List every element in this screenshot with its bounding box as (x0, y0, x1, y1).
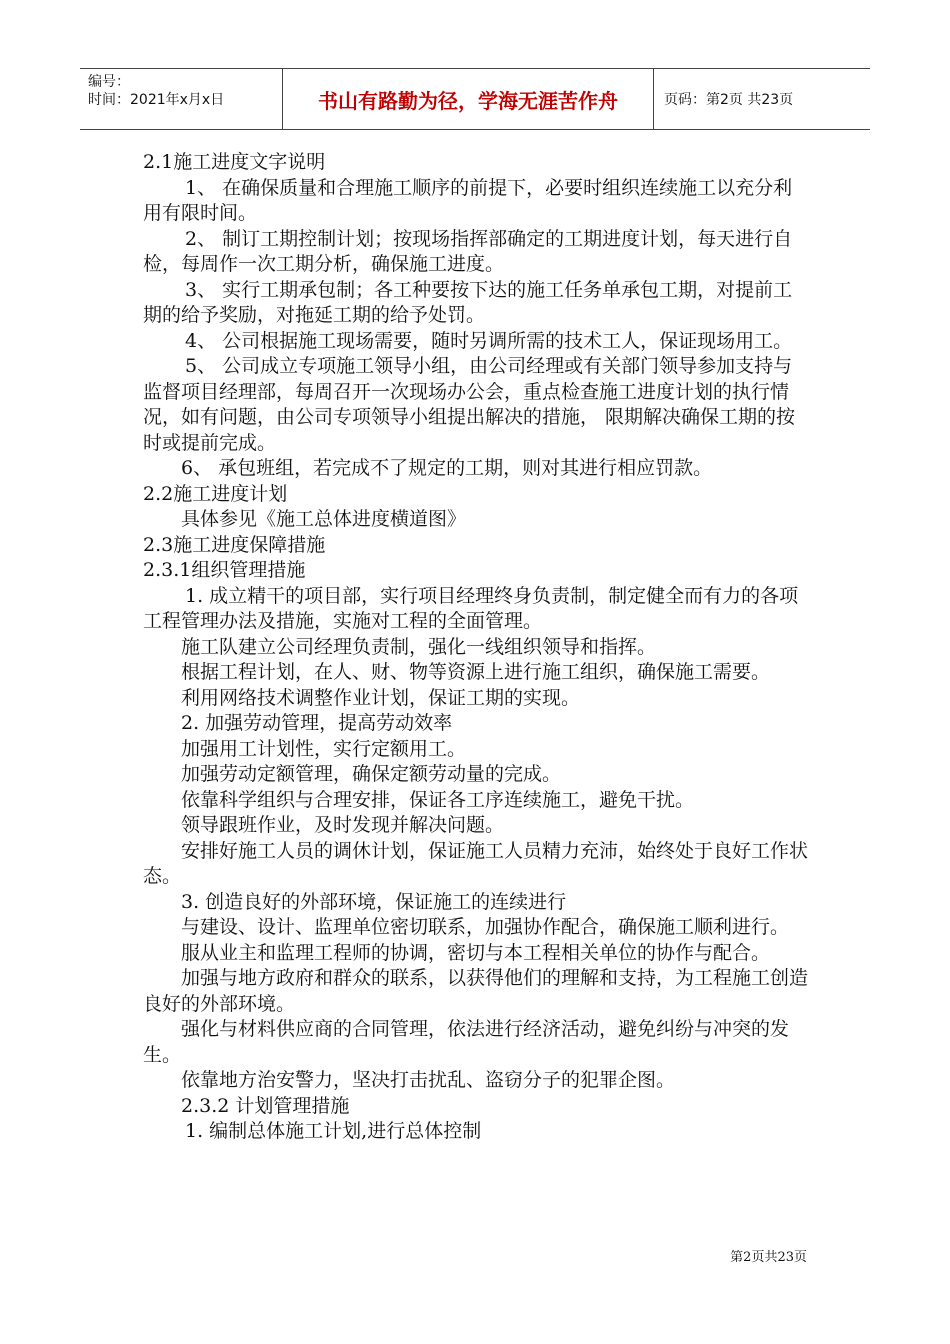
paragraph: 1、 在确保质量和合理施工顺序的前提下，必要时组织连续施工以充分利用有限时间。 (143, 176, 793, 224)
paragraph: 根据工程计划，在人、财、物等资源上进行施工组织，确保施工需要。 (181, 661, 771, 683)
paragraph: 1. 成立精干的项目部，实行项目经理终身负责制，制定健全而有力的各项工程管理办法及措施，实施对工程的全面管理。 (143, 584, 799, 632)
paragraph: 安排好施工人员的调休计划，保证施工人员精力充沛，始终处于良好工作状态。 (143, 839, 809, 887)
paragraph: 5、 公司成立专项施工领导小组，由公司经理或有关部门领导参加支持与监督项目经理部，每周召开一次现场办公会，重点检查施工进度计划的执行情况，如有问题，由公司专项领导小组提出解决的措施， 限期解决确保工期的按时或提前完成。 (143, 355, 796, 454)
section-heading: 2.3施工进度保障措施 (143, 533, 326, 556)
paragraph: 3、 实行工期承包制；各工种要按下达的施工任务单承包工期，对提前工期的给予奖励，对拖延工期的给予处罚。 (143, 278, 793, 326)
document-date: 时间：2021年x月x日 (88, 92, 225, 108)
list-item: 2. 加强劳动管理，提高劳动效率 (181, 712, 453, 734)
paragraph: 依靠地方治安警力，坚决打击扰乱、盗窃分子的犯罪企图。 (181, 1069, 676, 1091)
paragraph: 6、 承包班组，若完成不了规定的工期，则对其进行相应罚款。 (181, 457, 713, 479)
paragraph: 利用网络技术调整作业计划，保证工期的实现。 (181, 686, 581, 709)
document-body (143, 150, 808, 1145)
paragraph: 具体参见《施工总体进度横道图》 (181, 508, 467, 530)
list-item: 3. 创造良好的外部环境，保证施工的连续进行 (181, 890, 567, 913)
paragraph: 2、 制订工期控制计划；按现场指挥部确定的工期进度计划，每天进行自检，每周作一次工期分析，确保施工进度。 (143, 227, 793, 275)
list-item: 1. 编制总体施工计划,进行总体控制 (185, 1120, 482, 1142)
paragraph: 加强用工计划性，实行定额用工。 (181, 737, 467, 760)
paragraph: 强化与材料供应商的合同管理，依法进行经济活动，避免纠纷与冲突的发生。 (143, 1018, 790, 1066)
subsection-heading: 2.3.2 计划管理措施 (181, 1094, 350, 1117)
page-header (80, 68, 870, 130)
document-number-label: 编号： (88, 74, 130, 90)
paragraph: 加强与地方政府和群众的联系，以获得他们的理解和支持，为工程施工创造良好的外部环境。 (143, 967, 809, 1015)
header-page-info: 页码：第2页 共23页 (664, 92, 794, 108)
paragraph: 依靠科学组织与合理安排，保证各工序连续施工，避免干扰。 (181, 788, 695, 811)
page-footer: 第2页共23页 (730, 1250, 807, 1265)
paragraph: 与建设、设计、监理单位密切联系，加强协作配合，确保施工顺利进行。 (181, 916, 790, 938)
header-meta (80, 69, 282, 129)
paragraph: 加强劳动定额管理，确保定额劳动量的完成。 (181, 763, 562, 785)
paragraph: 施工队建立公司经理负责制，强化一线组织领导和指挥。 (181, 635, 657, 658)
section-heading: 2.1施工进度文字说明 (143, 151, 326, 173)
paragraph: 服从业主和监理工程师的协调，密切与本工程相关单位的协作与配合。 (181, 941, 771, 964)
section-heading: 2.2施工进度计划 (143, 482, 288, 505)
header-motto: 书山有路勤为径，学海无涯苦作舟 (282, 69, 654, 129)
subsection-heading: 2.3.1组织管理措施 (143, 559, 306, 581)
paragraph: 领导跟班作业，及时发现并解决问题。 (181, 814, 505, 836)
paragraph: 4、 公司根据施工现场需要，随时另调所需的技术工人，保证现场用工。 (185, 329, 793, 352)
